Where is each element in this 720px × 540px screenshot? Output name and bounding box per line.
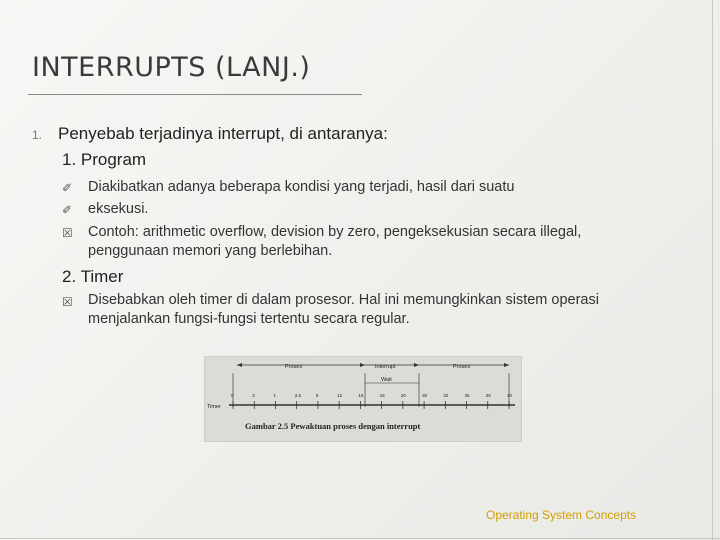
tick-label: 20 bbox=[400, 393, 406, 398]
figure-label-timer: Timer bbox=[207, 404, 221, 410]
slide-title: INTERRUPTS (LANJ.) bbox=[32, 52, 311, 83]
pen-icon: ✐ bbox=[62, 181, 73, 195]
main-list-item: Penyebab terjadinya interrupt, di antaranya: bbox=[58, 124, 388, 143]
figure-label-interrupt: Interrupt bbox=[375, 364, 396, 370]
program-bullet-3 bbox=[88, 223, 581, 261]
program-heading: 1. Program bbox=[62, 150, 147, 169]
tick-label: 2 bbox=[252, 393, 255, 398]
footer-text: Operating System Concepts bbox=[486, 508, 637, 522]
timer-bullet-1 bbox=[88, 291, 599, 329]
timer-heading: 2. Timer bbox=[62, 267, 124, 286]
slide-frame-bottom bbox=[0, 538, 720, 539]
list-number: 1. bbox=[32, 128, 43, 142]
tick-label: 15 bbox=[358, 393, 364, 398]
tick-label: 38 bbox=[485, 393, 491, 398]
tick-label: 32 bbox=[443, 393, 449, 398]
tick-label: 12 bbox=[337, 393, 343, 398]
tick-label: 35 bbox=[464, 393, 470, 398]
figure-label-proses-left: Proses bbox=[285, 364, 303, 370]
program-bullet-1: Diakibatkan adanya beberapa kondisi yang terjadi, hasil dari suatu bbox=[88, 179, 515, 195]
title-underline bbox=[28, 94, 362, 95]
tick-label: 9 bbox=[315, 393, 319, 398]
slide-frame-right bbox=[712, 0, 713, 540]
checkbox-icon: ☒ bbox=[62, 226, 73, 240]
figure-caption: Gambar 2.5 Pewaktuan proses dengan interrupt bbox=[245, 421, 421, 431]
timing-diagram bbox=[205, 357, 521, 441]
tick-label: 30 bbox=[422, 393, 428, 398]
timing-diagram-image bbox=[204, 356, 522, 442]
timer-bullet-1-line-1: Disebabkan oleh timer di dalam prosesor. Hal ini memungkinkan sistem operasi bbox=[88, 292, 599, 308]
tick-label: 2.5 bbox=[294, 393, 301, 398]
timer-bullet-1-line-2: menjalankan fungsi-fungsi tertentu secara regular. bbox=[88, 311, 410, 327]
tick-label: 18 bbox=[379, 393, 385, 398]
pen-icon: ✐ bbox=[62, 203, 73, 217]
tick-label: 0 bbox=[231, 393, 234, 398]
tick-label: 40 bbox=[507, 393, 513, 398]
tick-label: 1 bbox=[273, 393, 276, 398]
program-bullet-3-line-2: penggunaan memori yang berlebihan. bbox=[88, 243, 333, 259]
figure-label-proses-right: Proses bbox=[453, 364, 471, 370]
figure-label-wait: Wait bbox=[381, 377, 392, 383]
checkbox-icon: ☒ bbox=[62, 295, 73, 309]
program-bullet-3-line-1: Contoh: arithmetic overflow, devision by zero, pengeksekusian secara illegal, bbox=[88, 224, 582, 240]
program-bullet-2: eksekusi. bbox=[88, 201, 149, 217]
